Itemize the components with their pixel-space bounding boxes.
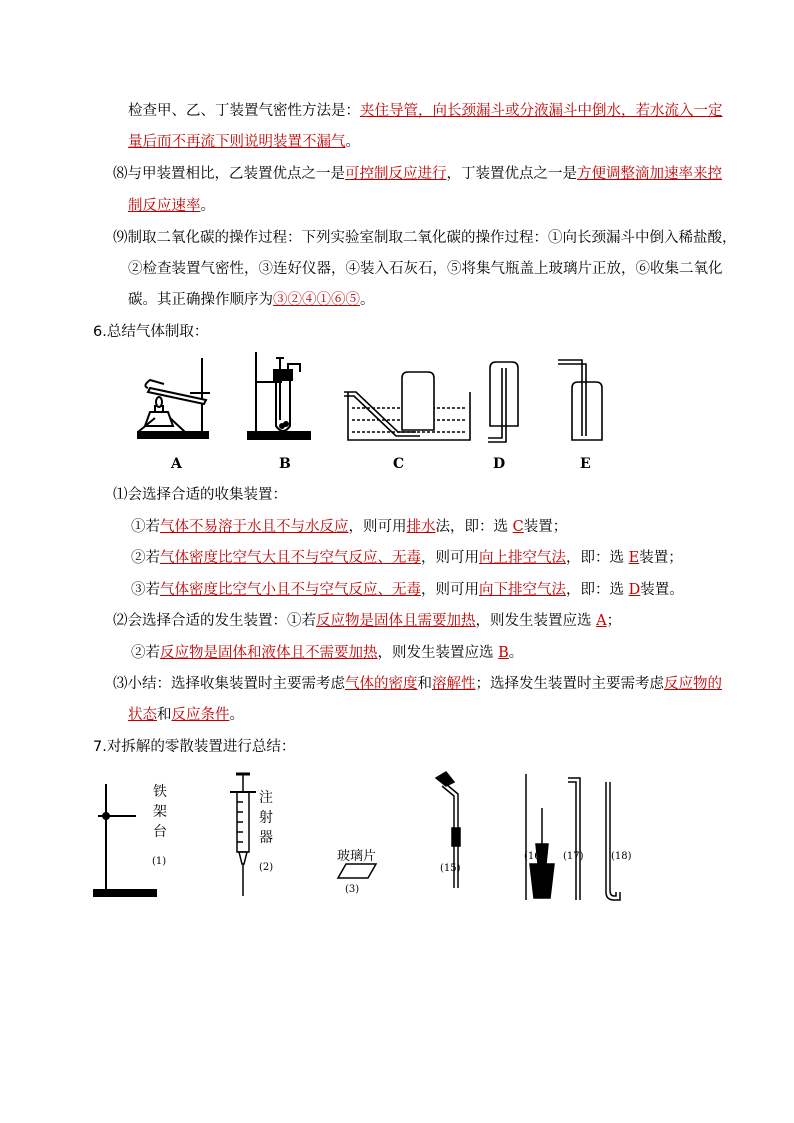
apparatus-label-c: C [393, 456, 405, 472]
apparatus-label-a: A [171, 456, 182, 472]
p1-row-2 [131, 548, 683, 568]
q9-line3-prefix: 碳。其正确操作顺序为 [128, 292, 273, 308]
airtight-suffix: 。 [345, 134, 360, 150]
tube-17-figure [568, 778, 580, 900]
p2-r2-e: 。 [508, 645, 524, 661]
p2-r1-a: ⑵会选择合适的发生装置：①若 [113, 613, 316, 629]
apparatus-b-figure [248, 352, 310, 439]
p2-r2-condition: 反应物是固体和液体且不需要加热 [160, 645, 378, 661]
iron-stand-label: 铁架台 [153, 784, 167, 840]
q8-line-1 [113, 164, 722, 184]
airtight-answer-1: 夹住导管，向长颈漏斗或分液漏斗中倒水，若水流入一定 [360, 103, 723, 119]
section-6-title: 6.总结气体制取： [93, 324, 209, 340]
p1-r2-g: 装置； [639, 550, 683, 566]
q8-line-2 [128, 196, 215, 216]
airtight-prefix: 检查甲、乙、丁装置气密性方法是： [128, 103, 360, 119]
tube-18-figure [606, 782, 620, 900]
p1-r2-e: ，即：选 [566, 550, 629, 566]
p1-r2-method: 向上排空气法 [479, 550, 566, 566]
p2-r1-device: A [596, 613, 607, 629]
p3-density: 气体的密度 [345, 676, 418, 692]
p1-r2-a: ②若 [131, 550, 160, 566]
q8-prefix: ⑻与甲装置相比，乙装置优点之一是 [113, 166, 345, 182]
part-num-1: (1) [152, 856, 167, 867]
p3-line-2 [128, 705, 244, 725]
q8-suffix: 。 [200, 198, 215, 214]
p1-r3-a: ③若 [131, 582, 160, 598]
p1-r3-e: ，即：选 [566, 582, 629, 598]
p3-c: 和 [417, 676, 432, 692]
p1-row-1 [131, 517, 567, 537]
p2-row-1 [113, 611, 621, 631]
p1-r1-device: C [512, 519, 524, 535]
p1-r2-device: E [628, 550, 640, 566]
section-7-title: 7.对拆解的零散装置进行总结： [93, 739, 296, 755]
p1-r3-device: D [628, 582, 641, 598]
airtight-line-2 [128, 132, 360, 152]
q8-answer-2b: 制反应速率 [128, 198, 201, 214]
part-num-15: (15) [440, 863, 461, 874]
p3-e: ；选择发生装置时主要需考虑 [475, 676, 664, 692]
p3-a: ⑶小结：选择收集装置时主要需考虑 [113, 676, 345, 692]
p3-j: 。 [229, 707, 244, 723]
q8-mid: ，丁装置优点之一是 [446, 166, 577, 182]
apparatus-a-figure [138, 358, 210, 438]
p1-r1-c: ，则可用 [348, 519, 407, 535]
apparatus-label-e: E [580, 456, 591, 472]
p1-r1-g: 装置； [523, 519, 568, 535]
part-num-17: (17) [563, 851, 584, 862]
part-num-2: (2) [259, 862, 274, 873]
p1-r2-c: ，则可用 [421, 550, 479, 566]
iron-stand-figure [94, 784, 156, 896]
apparatus-label-d: D [493, 456, 506, 472]
q8-answer-2a: 方便调整滴加速率来控 [577, 166, 722, 182]
p2-r2-device: B [498, 645, 509, 661]
apparatus-d-figure [488, 362, 518, 442]
p1-r3-g: 装置。 [640, 582, 684, 598]
airtight-answer-2: 量后而不再流下则说明装置不漏气 [128, 134, 346, 150]
p3-line-1 [113, 674, 722, 694]
p1-r1-condition: 气体不易溶于水且不与水反应 [160, 519, 349, 535]
apparatus-label-b: B [279, 456, 291, 472]
p1-r3-method: 向下排空气法 [479, 582, 566, 598]
p1-r1-method: 排水 [406, 519, 436, 535]
q9-line-3 [128, 290, 375, 310]
part-num-16: (16) [524, 851, 545, 862]
p2-r1-e: ； [606, 613, 622, 629]
p3-state: 状态 [128, 707, 157, 723]
apparatus-row [130, 348, 730, 448]
syringe-label: 注射器 [259, 790, 273, 846]
apparatus-e-figure [558, 360, 602, 440]
airtight-line-1 [128, 101, 723, 121]
p1-row-3 [131, 580, 684, 600]
apparatus-c-figure [344, 372, 470, 440]
p1-r1-a: ①若 [131, 519, 160, 535]
p2-r1-c: ，则发生装置应选 [475, 613, 597, 629]
p1-title: ⑴会选择合适的收集装置： [113, 487, 287, 503]
glass-plate-label: 玻璃片 [337, 849, 377, 864]
p1-r3-c: ，则可用 [421, 582, 479, 598]
p2-r2-c: ，则发生装置应选 [377, 645, 499, 661]
p1-r1-e: 法，即：选 [435, 519, 513, 535]
p1-r2-condition: 气体密度比空气大且不与空气反应、无毒 [160, 550, 421, 566]
q9-line-2: ②检查装置气密性，③连好仪器，④装入石灰石，⑤将集气瓶盖上玻璃片正放，⑥收集二氧化 [128, 261, 723, 277]
part-num-18: (18) [611, 851, 632, 862]
p3-condition: 反应条件 [171, 707, 230, 723]
q9-line-1: ⑼制取二氧化碳的操作过程：下列实验室制取二氧化碳的操作过程：①向长颈漏斗中倒入稀盐酸， [113, 230, 737, 246]
p1-r3-condition: 气体密度比空气小且不与空气反应、无毒 [160, 582, 421, 598]
part-num-3: (3) [345, 884, 360, 895]
q8-answer-1: 可控制反应进行 [345, 166, 447, 182]
p3-reactant: 反应物的 [664, 676, 722, 692]
syringe-figure [230, 774, 256, 896]
p2-r1-condition: 反应物是固体且需要加热 [316, 613, 476, 629]
p3-h: 和 [157, 707, 172, 723]
tube-brush-16-figure [526, 774, 554, 900]
p3-solubility: 溶解性 [432, 676, 476, 692]
p2-row-2 [131, 643, 523, 663]
q9-line3-suffix: 。 [360, 292, 375, 308]
q9-answer: ③②④①⑥⑤ [273, 292, 360, 308]
p2-r2-a: ②若 [131, 645, 160, 661]
parts-row [90, 768, 650, 903]
